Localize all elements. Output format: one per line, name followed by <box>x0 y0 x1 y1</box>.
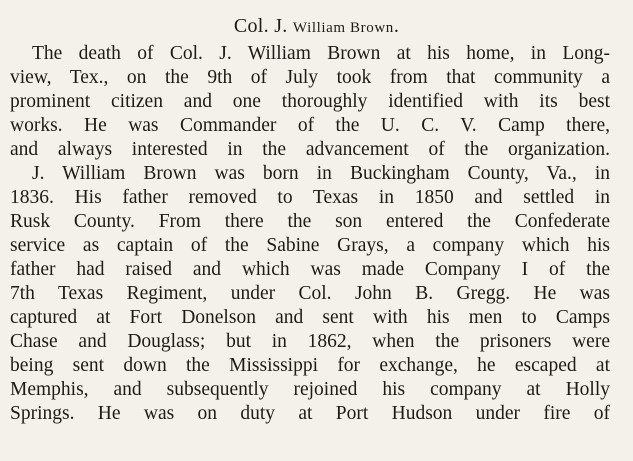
paragraph-1-line-4: works. He was Commander of the U. C. V. Camp there, <box>10 115 610 136</box>
paragraph-2-line-9: being sent down the Mississippi for exchange, he escaped at <box>10 355 610 376</box>
paragraph-1-line-3: prominent citizen and one thoroughly identified with its best <box>10 91 610 112</box>
article-title-suffix: . <box>393 15 400 37</box>
paragraph-2-line-11: Springs. He was on duty at Port Hudson under fire of <box>10 403 610 424</box>
paragraph-2-line-4: service as captain of the Sabine Grays, a company which his <box>10 235 610 256</box>
paragraph-2-line-2: 1836. His father removed to Texas in 1850 and settled in <box>10 187 610 208</box>
article-title-prefix: Col. J. <box>233 15 293 37</box>
paragraph-2-line-3: Rusk County. From there the son entered the Confederate <box>10 211 610 232</box>
paragraph-2-line-6: 7th Texas Regiment, under Col. John B. Gregg. He was <box>10 283 610 304</box>
paragraph-2-line-10: Memphis, and subsequently rejoined his company at Holly <box>10 379 610 400</box>
article-title-name: William Brown <box>292 20 394 36</box>
paragraph-1-line-1: The death of Col. J. William Brown at his home, in Long- <box>32 43 610 64</box>
paragraph-2-line-5: father had raised and which was made Company I of the <box>10 259 610 280</box>
paragraph-1-line-2: view, Tex., on the 9th of July took from that community a <box>10 67 610 88</box>
paragraph-2-line-1: J. William Brown was born in Buckingham County, Va., in <box>32 163 610 184</box>
paragraph-1-line-5: and always interested in the advancement of the organization. <box>10 139 610 160</box>
paragraph-2-line-8: Chase and Douglass; but in 1862, when the prisoners were <box>10 331 610 352</box>
article-title <box>0 14 633 40</box>
paragraph-2-line-7: captured at Fort Donelson and sent with his men to Camps <box>10 307 610 328</box>
